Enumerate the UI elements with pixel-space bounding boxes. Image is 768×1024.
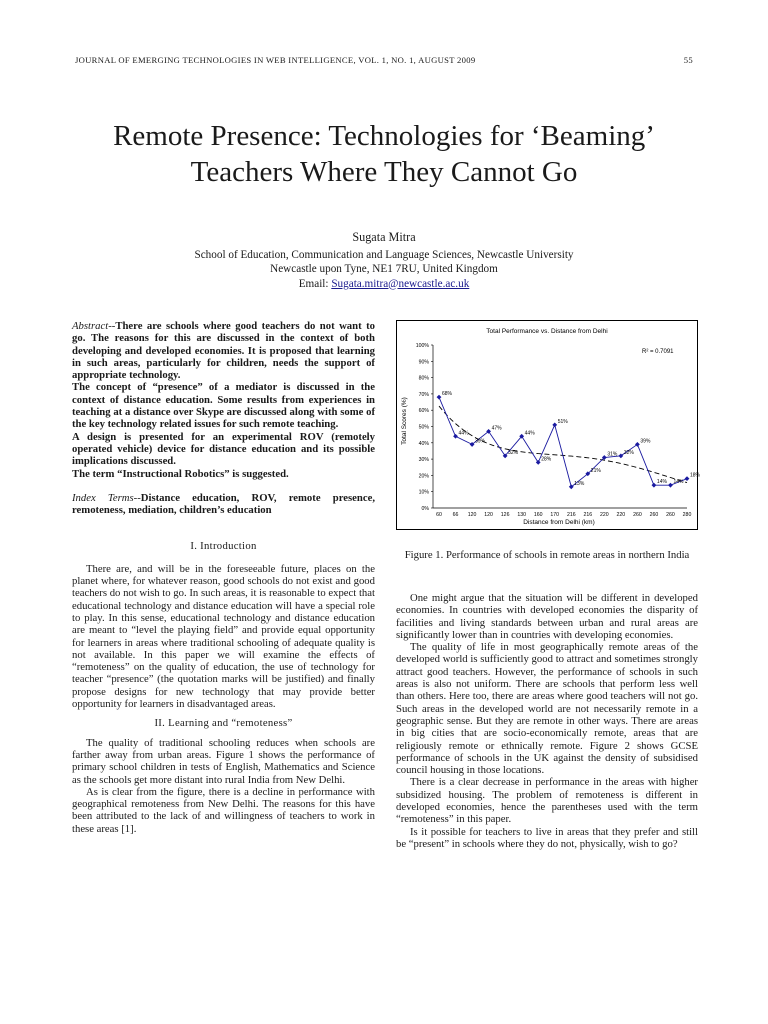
paper-title: [40, 118, 728, 190]
index-terms-label: Index Terms--: [72, 491, 141, 504]
author-affiliation: School of Education, Communication and Language Sciences, Newcastle University: [194, 248, 574, 261]
x-tick-label: 280: [682, 512, 692, 518]
section-heading-introduction: I. Introduction: [190, 540, 257, 553]
data-label: 31%: [607, 451, 618, 458]
email-link[interactable]: Sugata.mitra@newcastle.ac.uk: [331, 277, 470, 290]
y-tick-label: 10%: [418, 489, 429, 496]
x-tick-label: 260: [666, 512, 675, 518]
y-tick-label: 100%: [415, 343, 429, 349]
learning-paragraph-1: The quality of traditional schooling reduces when schools are farther away from urban areas. Figure 1 shows the performance of primary school children in tests of English, Mathematics and Science as the schools get more distant into rural India from New Delhi.: [72, 736, 375, 786]
figure-1: [396, 320, 701, 530]
data-point: [685, 476, 690, 481]
x-tick-label: 120: [484, 512, 493, 518]
figure-caption: Figure 1. Performance of schools in remote areas in northern India: [404, 549, 690, 561]
author-address: Newcastle upon Tyne, NE1 7RU, United Kingdom: [270, 263, 498, 275]
performance-chart: [397, 321, 701, 529]
chart-title: Total Performance vs. Distance from Delhi: [486, 328, 608, 335]
journal-name: JOURNAL OF EMERGING TECHNOLOGIES IN WEB INTELLIGENCE, VOL. 1, NO. 1, AUGUST 2009: [75, 55, 476, 65]
data-point: [536, 460, 541, 465]
abstract-p2: The concept of “presence” of a mediator is discussed in the context of distance education. Some results from experiences in teaching at a distance over Skype are discussed along with some of the key technology related issues for such remote teaching.: [72, 381, 375, 431]
abstract: [72, 320, 375, 480]
x-tick-label: 160: [533, 512, 543, 518]
y-tick-label: 40%: [418, 440, 429, 447]
x-tick-label: 130: [517, 512, 526, 518]
data-point: [635, 442, 640, 447]
author-block: [40, 230, 728, 291]
x-tick-label: 170: [550, 512, 560, 518]
y-tick-label: 70%: [418, 391, 429, 398]
data-label: 44%: [458, 430, 469, 437]
data-point: [552, 422, 557, 427]
x-tick-label: 260: [649, 512, 659, 518]
abstract-p3: A design is presented for an experimental ROV (remotely operated vehicle) device for distance education and its possible implications discussed.: [72, 430, 375, 468]
chart-r2-label: R² = 0.7091: [642, 349, 674, 355]
data-label: 28%: [541, 456, 552, 463]
author-name: Sugata Mitra: [352, 230, 416, 244]
abstract-p1: There are schools where good teachers do not want to go. The reasons for this are discussed in the context of both developing and developed economies. It is proposed that learning in such areas, particularly for children, needs the support of appropriate technology.: [72, 320, 375, 382]
title-line-1: Remote Presence: Technologies for ‘Beaming’: [113, 120, 655, 152]
data-point: [668, 483, 673, 488]
page-number: 55: [683, 55, 693, 65]
x-tick-label: 216: [566, 512, 576, 518]
data-point: [437, 395, 442, 400]
data-label: 13%: [574, 480, 585, 487]
data-label: 32%: [508, 449, 519, 456]
data-label: 47%: [491, 425, 502, 432]
data-label: 51%: [557, 418, 568, 425]
y-tick-label: 80%: [418, 375, 429, 382]
running-head: [75, 55, 693, 65]
data-label: 32%: [623, 449, 634, 456]
x-tick-label: 126: [500, 512, 510, 518]
email-label: Email:: [298, 277, 329, 290]
right-paragraph-4: Is it possible for teachers to live in areas that they prefer and still be “present” in schools where they do not, physically, wish to go?: [396, 825, 698, 850]
data-label: 39%: [475, 438, 486, 445]
data-point: [652, 483, 657, 488]
right-paragraph-1: One might argue that the situation will be different in developed economies. In countries with developed economies the disparity of facilities and living standards between urban and rural areas are significantly lower than in countries with developing economies.: [396, 592, 698, 641]
right-column-body: [396, 592, 698, 850]
y-tick-label: 50%: [418, 424, 429, 431]
abstract-p4: The term “Instructional Robotics” is suggested.: [72, 467, 289, 480]
x-tick-label: 220: [600, 512, 609, 518]
data-label: 18%: [690, 472, 701, 479]
data-label: 44%: [524, 430, 535, 437]
chart-ylabel: Total Scores (%): [401, 397, 408, 445]
chart-xlabel: Distance from Delhi (km): [523, 519, 595, 526]
index-terms: [72, 492, 375, 517]
index-terms-text: Distance education, ROV, remote presence, remoteness, mediation, children’s education: [72, 491, 375, 517]
title-line-2: Teachers Where They Cannot Go: [190, 156, 578, 188]
y-tick-label: 30%: [418, 457, 429, 464]
right-paragraph-2: The quality of life in most geographically remote areas of the developed world is sufficiently good to attract and sometimes strongly attract good teachers. However, the performance of schools in such areas is also not uniform. There are schools that perform less well than others. Here too, there are areas where good teachers will not go. Such areas in the developed world are not necessarily remote in a geographic sense. But they are remote in other ways. There are areas in big cities that are socio-economically remote, areas that are religiously remote or ethnically remote. Figure 2 shows GCSE performance of schools in the UK against the density of subsidised council housing in those locations.: [396, 641, 698, 777]
left-column: [72, 320, 375, 835]
right-paragraph-3: There is a clear decrease in performance in the areas with higher subsidized housing. The problem of remoteness is different in developed economies, hence the parentheses used with the term “remoteness” in this paper.: [396, 776, 698, 826]
y-tick-label: 60%: [418, 408, 429, 415]
section-heading-learning: II. Learning and “remoteness”: [154, 717, 293, 730]
data-label: 21%: [590, 467, 601, 474]
data-point: [453, 434, 458, 439]
intro-paragraph: There are, and will be in the foreseeable future, places on the planet where, for whatever reason, good schools do not exist and good teachers do not wish to go. In such areas, it is reasonable to expect that educational technology and distance education will have a special role to play. In this sense, educational technology and distance education are meant to “level the playing field” and provide equal opportunity for learners in areas where traditional schooling of adequate quality is not available. In this paper we will examine the effects of “remoteness” on the quality of education, the use of technology for teacher “presence” (the quotation marks will be justified) and finally propose designs for new technology that may provide better opportunity for learners in disadvantaged areas.: [72, 562, 375, 711]
x-tick-label: 216: [583, 512, 593, 518]
y-tick-label: 20%: [418, 473, 429, 480]
x-tick-label: 120: [467, 512, 477, 518]
x-tick-label: 260: [633, 512, 642, 518]
data-label: 68%: [442, 391, 453, 398]
x-tick-label: 220: [616, 512, 626, 518]
abstract-label: Abstract--: [72, 320, 116, 332]
data-label: 14%: [673, 479, 684, 486]
x-tick-label: 66: [452, 512, 459, 518]
data-label: 39%: [640, 438, 651, 445]
y-tick-label: 90%: [418, 359, 429, 366]
y-tick-label: 0%: [421, 506, 429, 512]
author-email-line: [40, 277, 728, 292]
data-label: 14%: [656, 479, 667, 486]
x-tick-label: 60: [436, 512, 442, 518]
learning-paragraph-2: As is clear from the figure, there is a decline in performance with geographical remoteness from New Delhi. The reasons for this have been attributed to the lack of and willingness of teachers to work in these areas [1].: [72, 785, 375, 835]
